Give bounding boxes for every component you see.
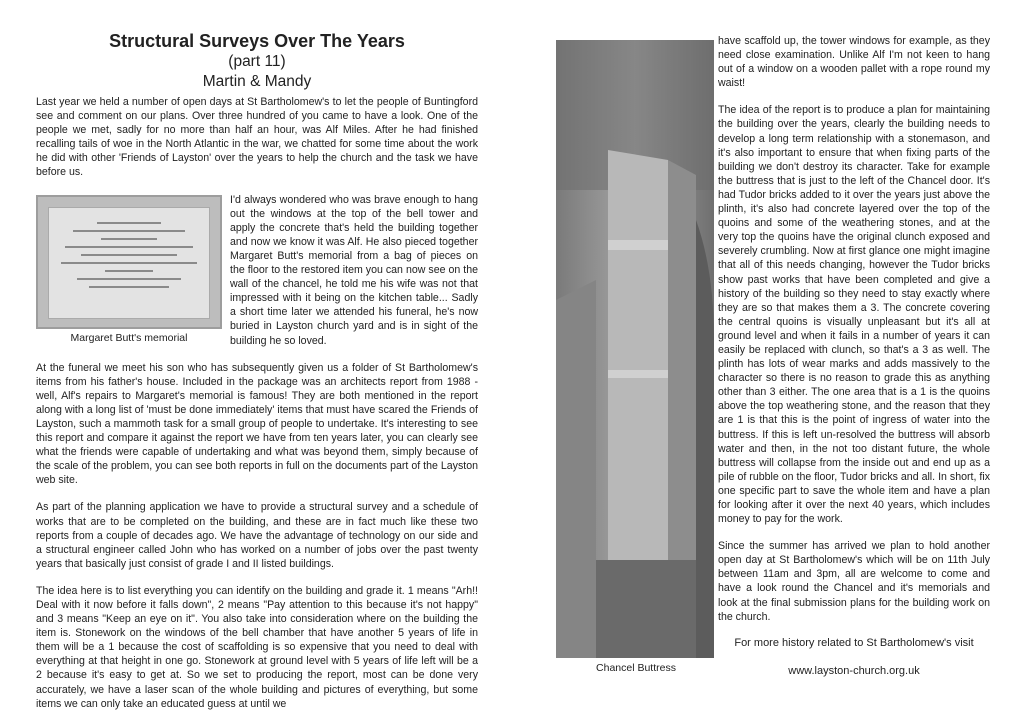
- buttress-photo: [556, 40, 714, 658]
- article-authors: Martin & Mandy: [202, 73, 312, 90]
- article-subtitle: (part 11): [228, 53, 286, 70]
- memorial-photo: [36, 195, 222, 329]
- paragraph-planning: As part of the planning application we have to provide a structural survey and a schedule of works that are to be completed on the building, and these are in fact much like these two reports from a couple of decades ago. We have the advantage of technology on our side and a structural engineer called John who has worked on a number of jobs over the past twenty years that basically just consist of grade I and II listed buildings.: [36, 501, 478, 570]
- buttress-caption: Chancel Buttress: [596, 662, 676, 674]
- buttress-figure: [556, 40, 716, 674]
- article-title: Structural Surveys Over The Years: [109, 31, 405, 51]
- paragraph-funeral: At the funeral we meet his son who has subsequently given us a folder of St Bartholomew's items from his father's house. Included in the package was an architects report from 1988 - well, Alf's repairs to Margaret's memorial is famous! They are both mentioned in the report along with a long list of 'must be done immediately' items that must have scared the Friends of Layston, such a mammoth task for a small group of people to undertake. It's interesting to see this report and compare it against the report we have from ten years later, you can clearly see what the friends were capable of undertaking and what was beyond them, simply because of the scale of the problem, you can see both reports in full on the documents part of the Layston web site.: [36, 361, 478, 487]
- paragraph-scaffold: have scaffold up, the tower windows for example, as they need close examination. Unlike Alf I'm not keen to hang out of a window on a wooden pallet with a rope round my waist!: [718, 35, 990, 90]
- right-text-column: [718, 34, 990, 677]
- paragraph-open-day: Since the summer has arrived we plan to hold another open day at St Bartholomew's which will be on 11th July between 11am and 3pm, all are welcome to come and have a look round the Chancel and it's memorials and look at the final submission plans for the building work on the church.: [718, 540, 990, 623]
- website-link[interactable]: www.layston-church.org.uk: [788, 664, 920, 677]
- paragraph-open-days: Last year we held a number of open days at St Bartholomew's to let the people of Buntingford see and comment on our plans. Over three hundred of you came to have a look. One of the people we met, sadly for no more than half an hour, was Alf Miles. After he had finished recalling tails of woe in the North Atlantic in the war, we chatted for some time about the work he did with other 'Friends of Layston' over the years to help the church and the task we have before us.: [36, 96, 478, 179]
- footer-text: For more history related to St Bartholomew's visit: [734, 636, 974, 649]
- left-page: [36, 0, 478, 726]
- paragraph-report-plan: The idea of the report is to produce a plan for maintaining the building over the years, clearly the building needs to develop a long term relationship with a stonemason, and it's also important to ensure that when fixing parts of the building we don't destroy its character. Take for example the buttress that is just to the left of the Chancel door. It's had Tudor bricks added to it over the years just above the plinth, it's also had concrete layered over the top of the quoins and some of the weathering stones, and at the very top the quoins have the original clunch exposed and severely crumbling. Now at first glance one might imagine that all of this needs changing, however the Tudor bricks show past works that have been completed and give a history of the building so they need to stay exactly where they are so that makes them a 3. The concrete covering the central quoins is visually unpleasant but it's all at ground level and when it fails in a number of years it can easily be replaced with clunch, so that's a 3 as well. The plinth has lots of wear marks and adds massively to the character so there is no reason to grade this as anything other than 3 either. The one area that is a 1 is the quoins above the top weathering stone, and the reason that they are 1 is that this is the point of ingress of water into the buttress. If this is left un-resolved the buttress will absorb water and then, in the not too distant future, the whole buttress will collapse from the inside out and end up as a pile of rubble on the floor, Tudor bricks and all. In short, fix one specific part to save the whole item and have a plan for looking after it over the next 40 years, which includes money to pay for the work.: [718, 104, 990, 526]
- memorial-caption: Margaret Butt's memorial: [70, 331, 188, 344]
- memorial-figure: [36, 195, 222, 344]
- paragraph-alf: I'd always wondered who was brave enough to hang out the windows at the top of the bell tower and apply the concrete that's held the building together and now we know it was Alf. He also pieced together Margaret Butt's memorial from a bag of pieces on the floor to the restored item you can now see on the wall of the chancel, he told me his wife was not that impressed with it being on the kitchen table... Sadly a short time later we attended his funeral, he's now buried in Layston church yard and is in sight of the building he so loved.: [230, 193, 478, 347]
- paragraph-grading: The idea here is to list everything you can identify on the building and grade it. 1 means "Arh!! Deal with it now before it falls down", 2 means "Pay attention to this because it's not happy" and 3 means "Keep an eye on it". You also take into consideration where on the building the item is. Stonework on the windows of the bell chamber that have another 5 years of life in them will be a 1 because the cost of scaffolding is so expensive that you need to deal with everything at that height in one go. Stonework at ground level with 5 years of life left will be a 2 because it's easy to get at. So we set to producing the report, most can be done very accurately, we have a laser scan of the whole building and pictures of everything, but some items we can only take an educated guess at until we: [36, 584, 478, 710]
